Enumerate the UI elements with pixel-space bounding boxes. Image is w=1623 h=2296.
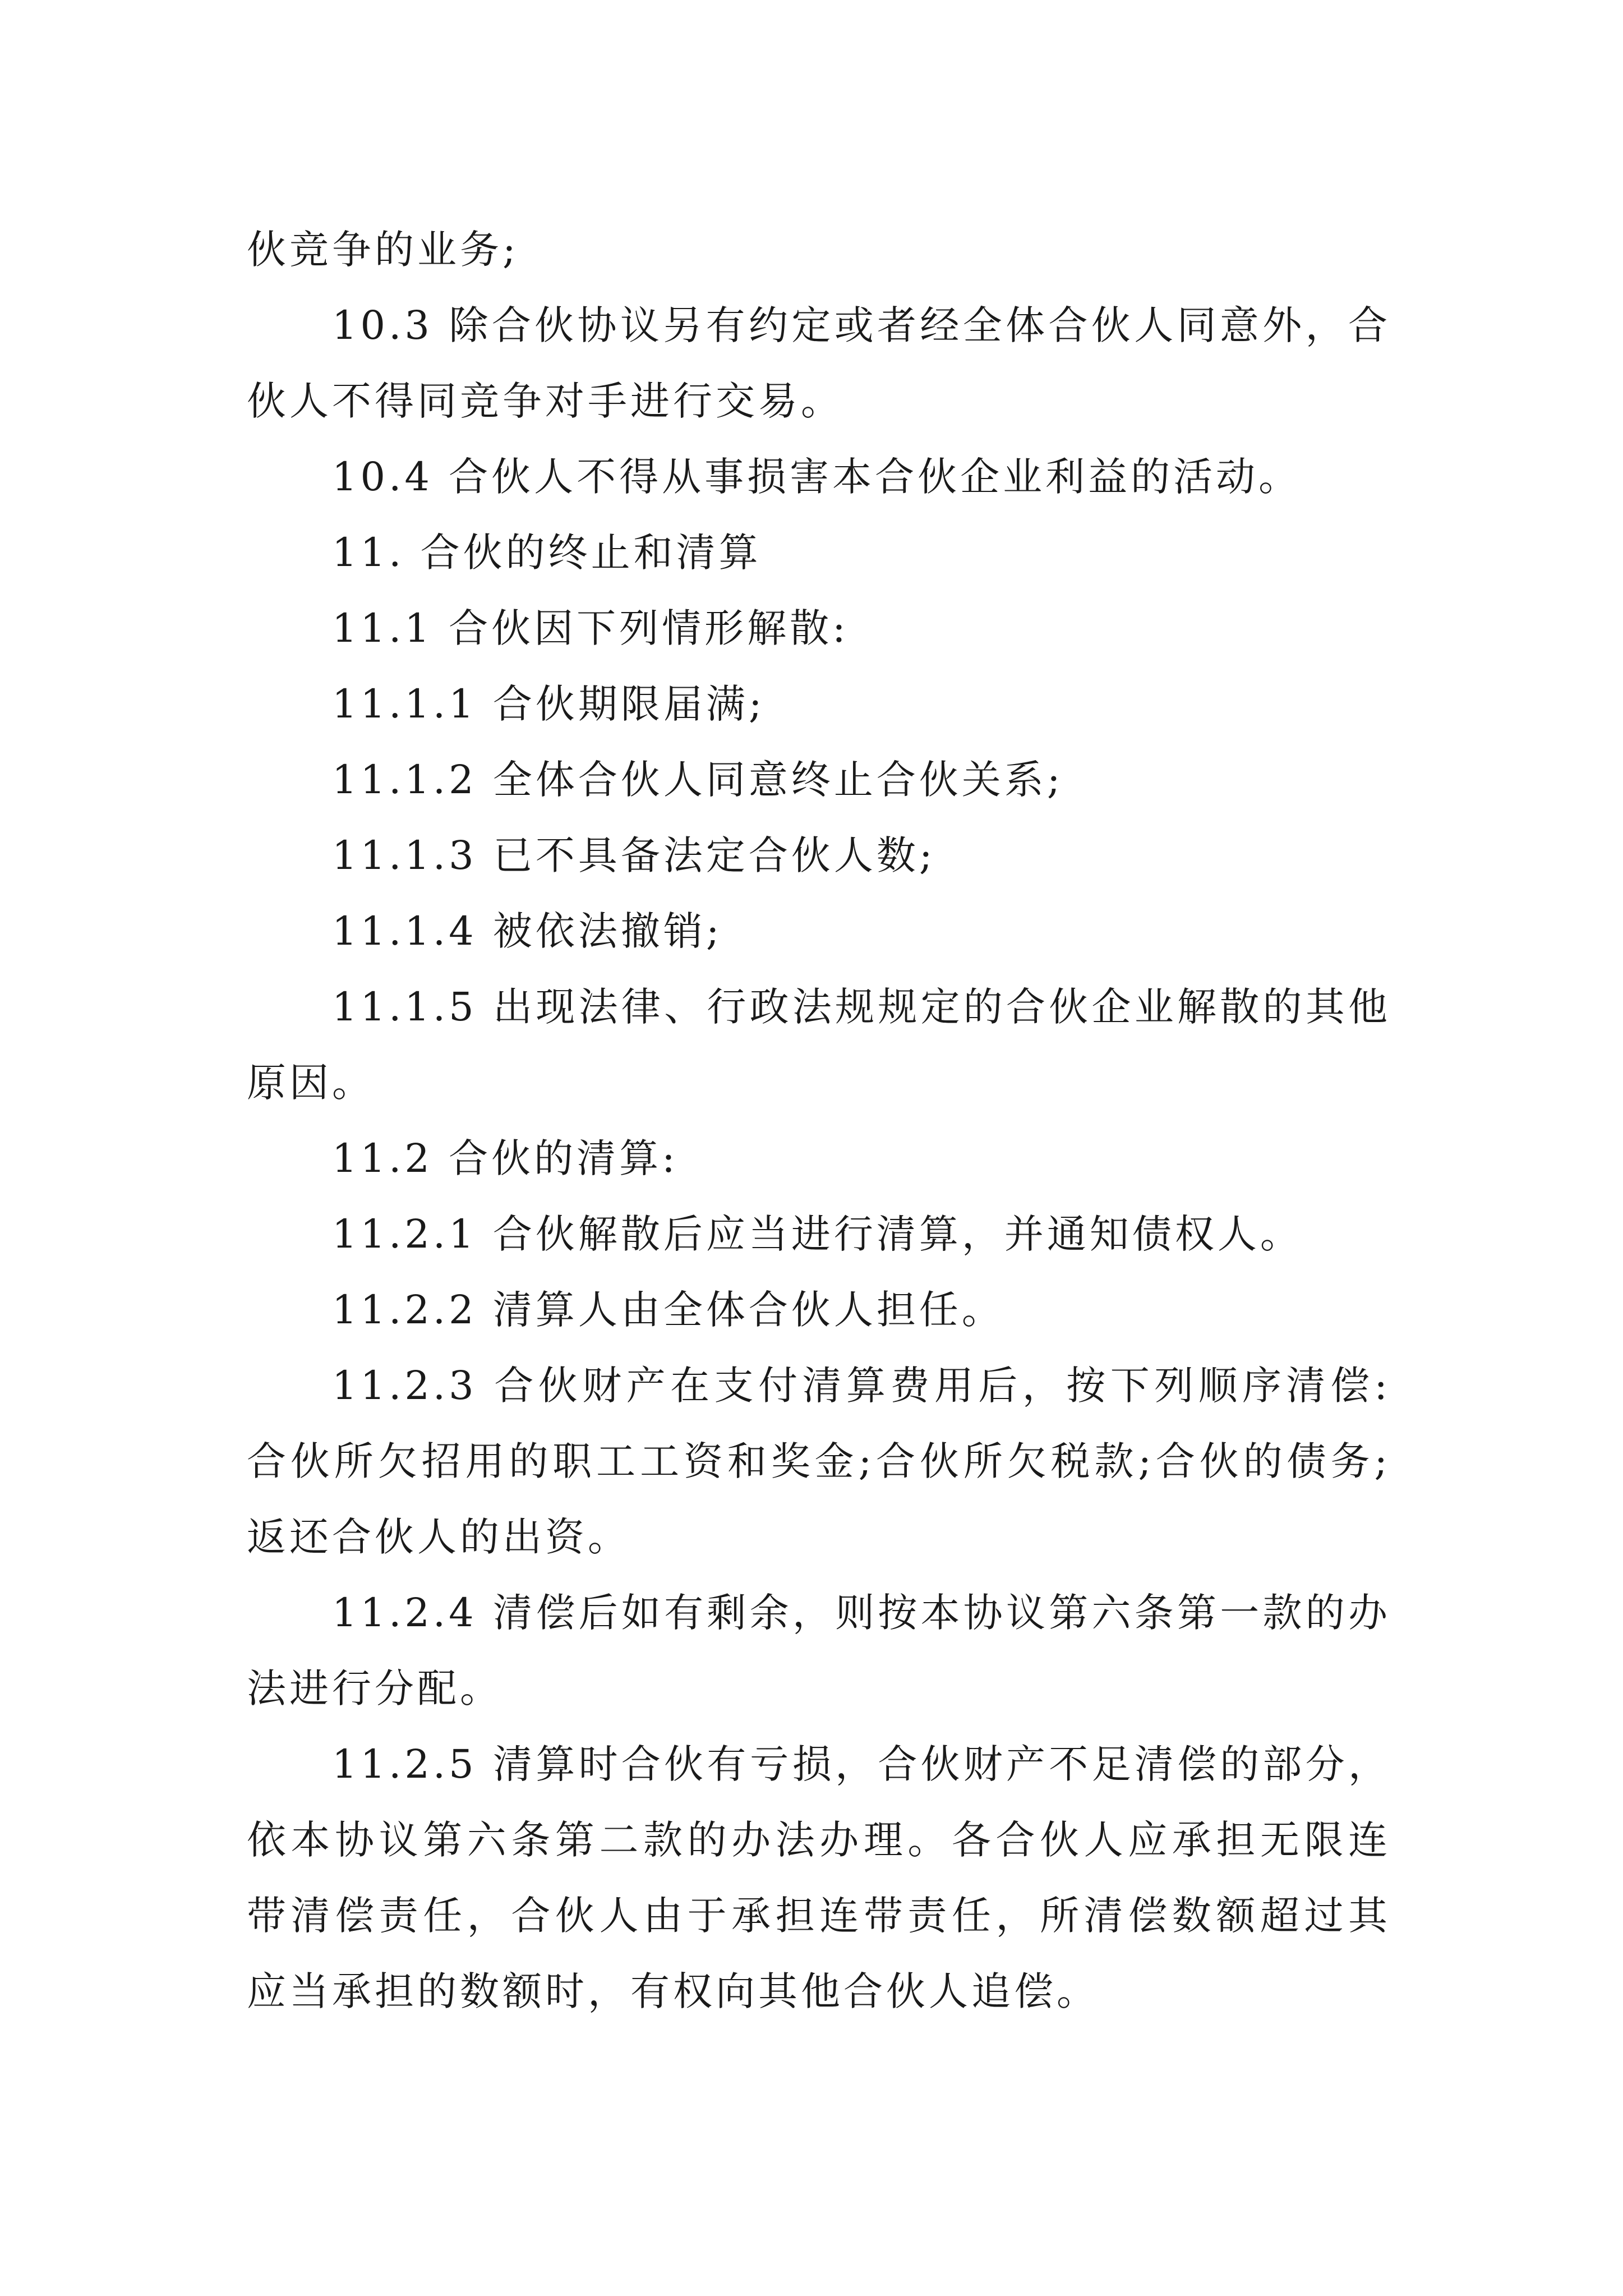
paragraph-10-4: 10.4 合伙人不得从事损害本合伙企业利益的活动。 [332,454,1302,500]
document-body [247,212,1391,2030]
paragraph-continuation: 伙竞争的业务; [247,227,519,273]
paragraph-11-2-5: 11.2.5 清算时合伙有亏损，合伙财产不足清偿的部分，依本协议第六条第二款的办法办理。各合伙人应承担无限连带清偿责任，合伙人由于承担连带责任，所清偿数额超过其应当承担的数额时，有权向其他合伙人追偿。 [247,1741,1391,2014]
paragraph-11-1-4: 11.1.4 被依法撤销; [332,908,723,954]
paragraph-11-2-4: 11.2.4 清偿后如有剩余，则按本协议第六条第一款的办法进行分配。 [247,1590,1391,1711]
section-heading-11: 11. 合伙的终止和清算 [332,530,762,576]
paragraph-11-2: 11.2 合伙的清算: [332,1135,679,1181]
paragraph-11-1-2: 11.1.2 全体合伙人同意终止合伙关系; [332,757,1064,803]
paragraph-11-2-3: 11.2.3 合伙财产在支付清算费用后，按下列顺序清偿:合伙所欠招用的职工工资和奖金;合伙所欠税款;合伙的债务;返还合伙人的出资。 [247,1363,1391,1560]
paragraph-11-1-3: 11.1.3 已不具备法定合伙人数; [332,832,936,878]
paragraph-10-3: 10.3 除合伙协议另有约定或者经全体合伙人同意外，合伙人不得同竞争对手进行交易。 [247,302,1391,424]
paragraph-11-1-1: 11.1.1 合伙期限届满; [332,681,766,727]
paragraph-11-2-1: 11.2.1 合伙解散后应当进行清算，并通知债权人。 [332,1211,1303,1257]
paragraph-11-1: 11.1 合伙因下列情形解散: [332,605,849,651]
paragraph-11-2-2: 11.2.2 清算人由全体合伙人担任。 [332,1287,1004,1333]
paragraph-11-1-5: 11.1.5 出现法律、行政法规规定的合伙企业解散的其他原因。 [247,984,1391,1106]
